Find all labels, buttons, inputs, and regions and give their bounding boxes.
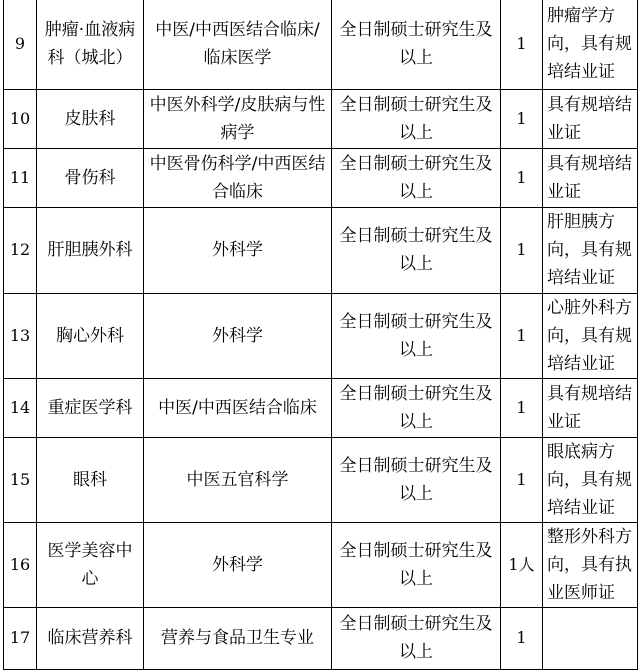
row-number: 11 (4, 148, 37, 207)
major-cell: 中医骨伤科学/中西医结合临床 (144, 148, 332, 207)
table-row (4, 148, 638, 207)
education-cell: 全日制硕士研究生及以上 (332, 0, 501, 89)
department-cell: 临床营养科 (37, 607, 144, 669)
note-cell: 具有规培结业证 (543, 148, 638, 207)
count-cell: 1 (501, 148, 543, 207)
count-cell: 1 (501, 378, 543, 437)
count-cell: 1 (501, 89, 543, 148)
row-number: 9 (4, 0, 37, 89)
major-cell: 外科学 (144, 522, 332, 607)
education-cell: 全日制硕士研究生及以上 (332, 522, 501, 607)
count-cell: 1 (501, 0, 543, 89)
table-row (4, 378, 638, 437)
note-cell (543, 607, 638, 669)
education-cell: 全日制硕士研究生及以上 (332, 437, 501, 522)
education-cell: 全日制硕士研究生及以上 (332, 293, 501, 378)
note-cell: 眼底病方向，具有规培结业证 (543, 437, 638, 522)
table-row (4, 522, 638, 607)
table-row (4, 437, 638, 522)
table-row (4, 607, 638, 669)
table-row (4, 89, 638, 148)
department-cell: 骨伤科 (37, 148, 144, 207)
major-cell: 外科学 (144, 207, 332, 293)
count-cell: 1 (501, 437, 543, 522)
row-number: 16 (4, 522, 37, 607)
note-cell: 心脏外科方向，具有规培结业证 (543, 293, 638, 378)
education-cell: 全日制硕士研究生及以上 (332, 89, 501, 148)
table-row (4, 207, 638, 293)
major-cell: 中医/中西医结合临床/临床医学 (144, 0, 332, 89)
positions-table (3, 0, 638, 670)
education-cell: 全日制硕士研究生及以上 (332, 607, 501, 669)
note-cell: 具有规培结业证 (543, 89, 638, 148)
education-cell: 全日制硕士研究生及以上 (332, 378, 501, 437)
note-cell: 肝胆胰方向，具有规培结业证 (543, 207, 638, 293)
row-number: 10 (4, 89, 37, 148)
major-cell: 中医外科学/皮肤病与性病学 (144, 89, 332, 148)
department-cell: 眼科 (37, 437, 144, 522)
education-cell: 全日制硕士研究生及以上 (332, 207, 501, 293)
row-number: 14 (4, 378, 37, 437)
count-cell: 1 (501, 207, 543, 293)
education-cell: 全日制硕士研究生及以上 (332, 148, 501, 207)
department-cell: 重症医学科 (37, 378, 144, 437)
department-cell: 医学美容中心 (37, 522, 144, 607)
row-number: 17 (4, 607, 37, 669)
note-cell: 具有规培结业证 (543, 378, 638, 437)
row-number: 12 (4, 207, 37, 293)
department-cell: 胸心外科 (37, 293, 144, 378)
table-row (4, 0, 638, 89)
table-row (4, 293, 638, 378)
major-cell: 中医/中西医结合临床 (144, 378, 332, 437)
department-cell: 肿瘤·血液病科（城北） (37, 0, 144, 89)
row-number: 15 (4, 437, 37, 522)
major-cell: 营养与食品卫生专业 (144, 607, 332, 669)
count-cell: 1 (501, 293, 543, 378)
count-cell: 1人 (501, 522, 543, 607)
department-cell: 肝胆胰外科 (37, 207, 144, 293)
department-cell: 皮肤科 (37, 89, 144, 148)
major-cell: 中医五官科学 (144, 437, 332, 522)
note-cell: 肿瘤学方向，具有规培结业证 (543, 0, 638, 89)
note-cell: 整形外科方向，具有执业医师证 (543, 522, 638, 607)
row-number: 13 (4, 293, 37, 378)
count-cell: 1 (501, 607, 543, 669)
major-cell: 外科学 (144, 293, 332, 378)
